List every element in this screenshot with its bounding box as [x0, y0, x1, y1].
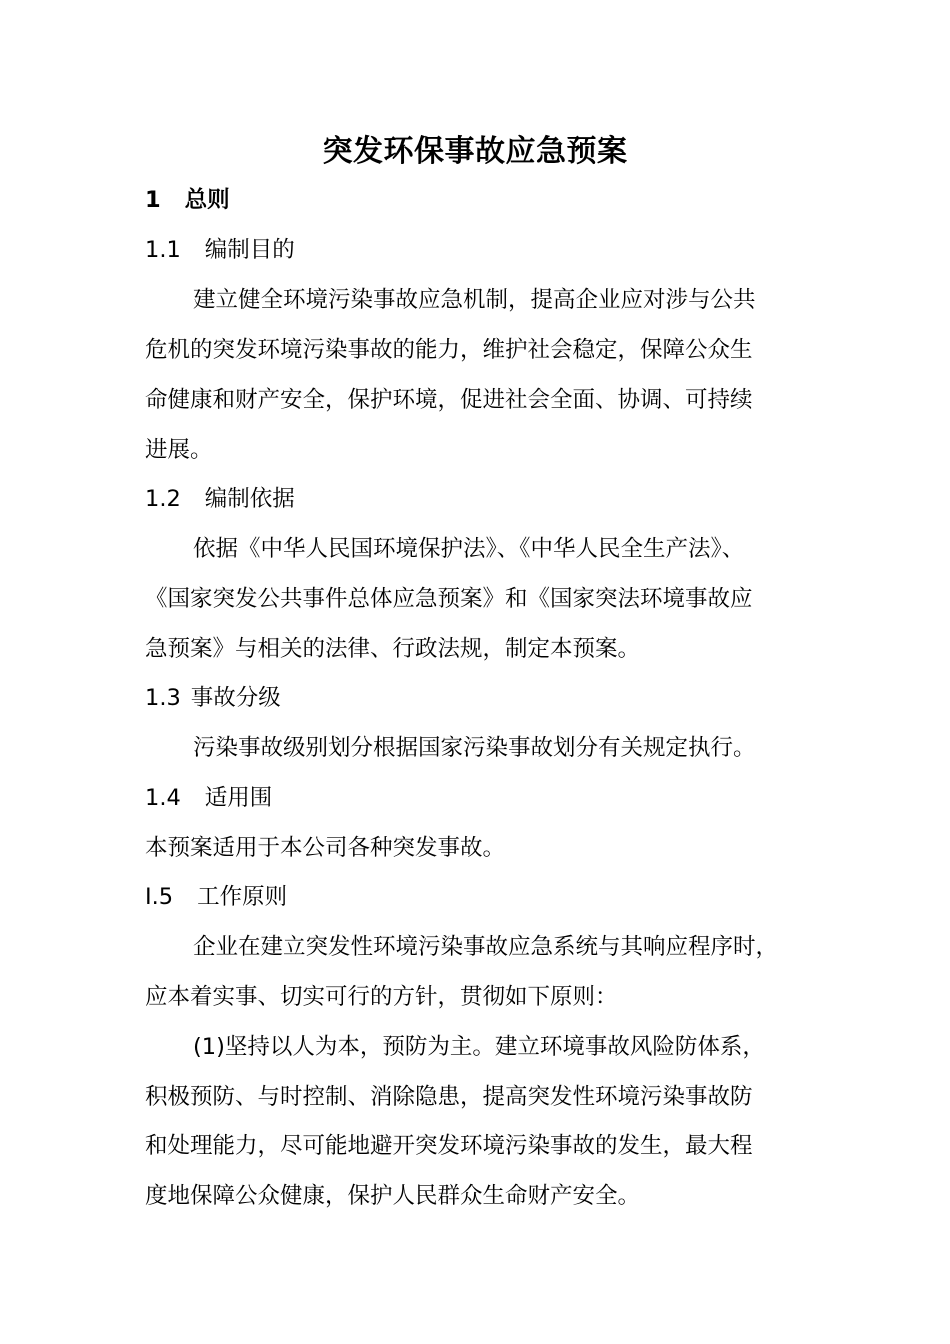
- paragraph-line: 命健康和财产安全，保护环境，促进社会全面、协调、可持续: [145, 387, 753, 413]
- paragraph-line: 企业在建立突发性环境污染事故应急系统与其响应程序时，: [193, 934, 779, 960]
- paragraph-line: 应本着实事、切实可行的方针，贯彻如下原则：: [145, 984, 618, 1010]
- subsection-number: 1.2: [145, 486, 181, 512]
- subsection-number: I.5: [145, 884, 174, 910]
- paragraph-line: 急预案》与相关的法律、行政法规，制定本预案。: [145, 636, 641, 662]
- subsection-title: 编制目的: [204, 237, 295, 263]
- paragraph-line: 度地保障公众健康，保护人民群众生命财产安全。: [145, 1183, 641, 1209]
- subsection-heading-1-3: [145, 678, 281, 718]
- subsection-heading-1-2: [145, 479, 295, 519]
- paragraph-line: (1)坚持以人为本，预防为主。建立环境事故风险防体系，: [193, 1034, 765, 1060]
- subsection-heading-1-4: [145, 778, 272, 818]
- paragraph-line: 进展。: [145, 437, 213, 463]
- subsection-title: 编制依据: [204, 486, 295, 512]
- paragraph-line: 积极预防、与时控制、消除隐患，提高突发性环境污染事故防: [145, 1084, 753, 1110]
- section-number: 1: [145, 187, 161, 213]
- section-heading-1: [145, 180, 230, 220]
- subsection-title: 适用围: [204, 785, 273, 811]
- document-title: 突发环保事故应急预案: [322, 134, 628, 169]
- subsection-title: 事故分级: [190, 685, 281, 711]
- paragraph-line: 和处理能力，尽可能地避开突发环境污染事故的发生，最大程: [145, 1133, 753, 1159]
- paragraph-line: 建立健全环境污染事故应急机制，提高企业应对涉与公共: [193, 287, 756, 313]
- subsection-heading-1-5: [145, 877, 287, 917]
- paragraph-line: 本预案适用于本公司各种突发事故。: [145, 835, 506, 861]
- paragraph-line: 依据《中华人民国环境保护法》、《中华人民全生产法》、: [193, 536, 745, 562]
- paragraph-line: 危机的突发环境污染事故的能力，维护社会稳定，保障公众生: [145, 337, 753, 363]
- subsection-title: 工作原则: [197, 884, 288, 910]
- subsection-number: 1.1: [145, 237, 181, 263]
- section-title: 总则: [184, 187, 230, 213]
- subsection-heading-1-1: [145, 230, 295, 270]
- paragraph-line: 污染事故级别划分根据国家污染事故划分有关规定执行。: [193, 735, 756, 761]
- subsection-number: 1.4: [145, 785, 181, 811]
- paragraph-line: 《国家突发公共事件总体应急预案》和《国家突法环境事故应: [145, 586, 753, 612]
- subsection-number: 1.3: [145, 685, 181, 711]
